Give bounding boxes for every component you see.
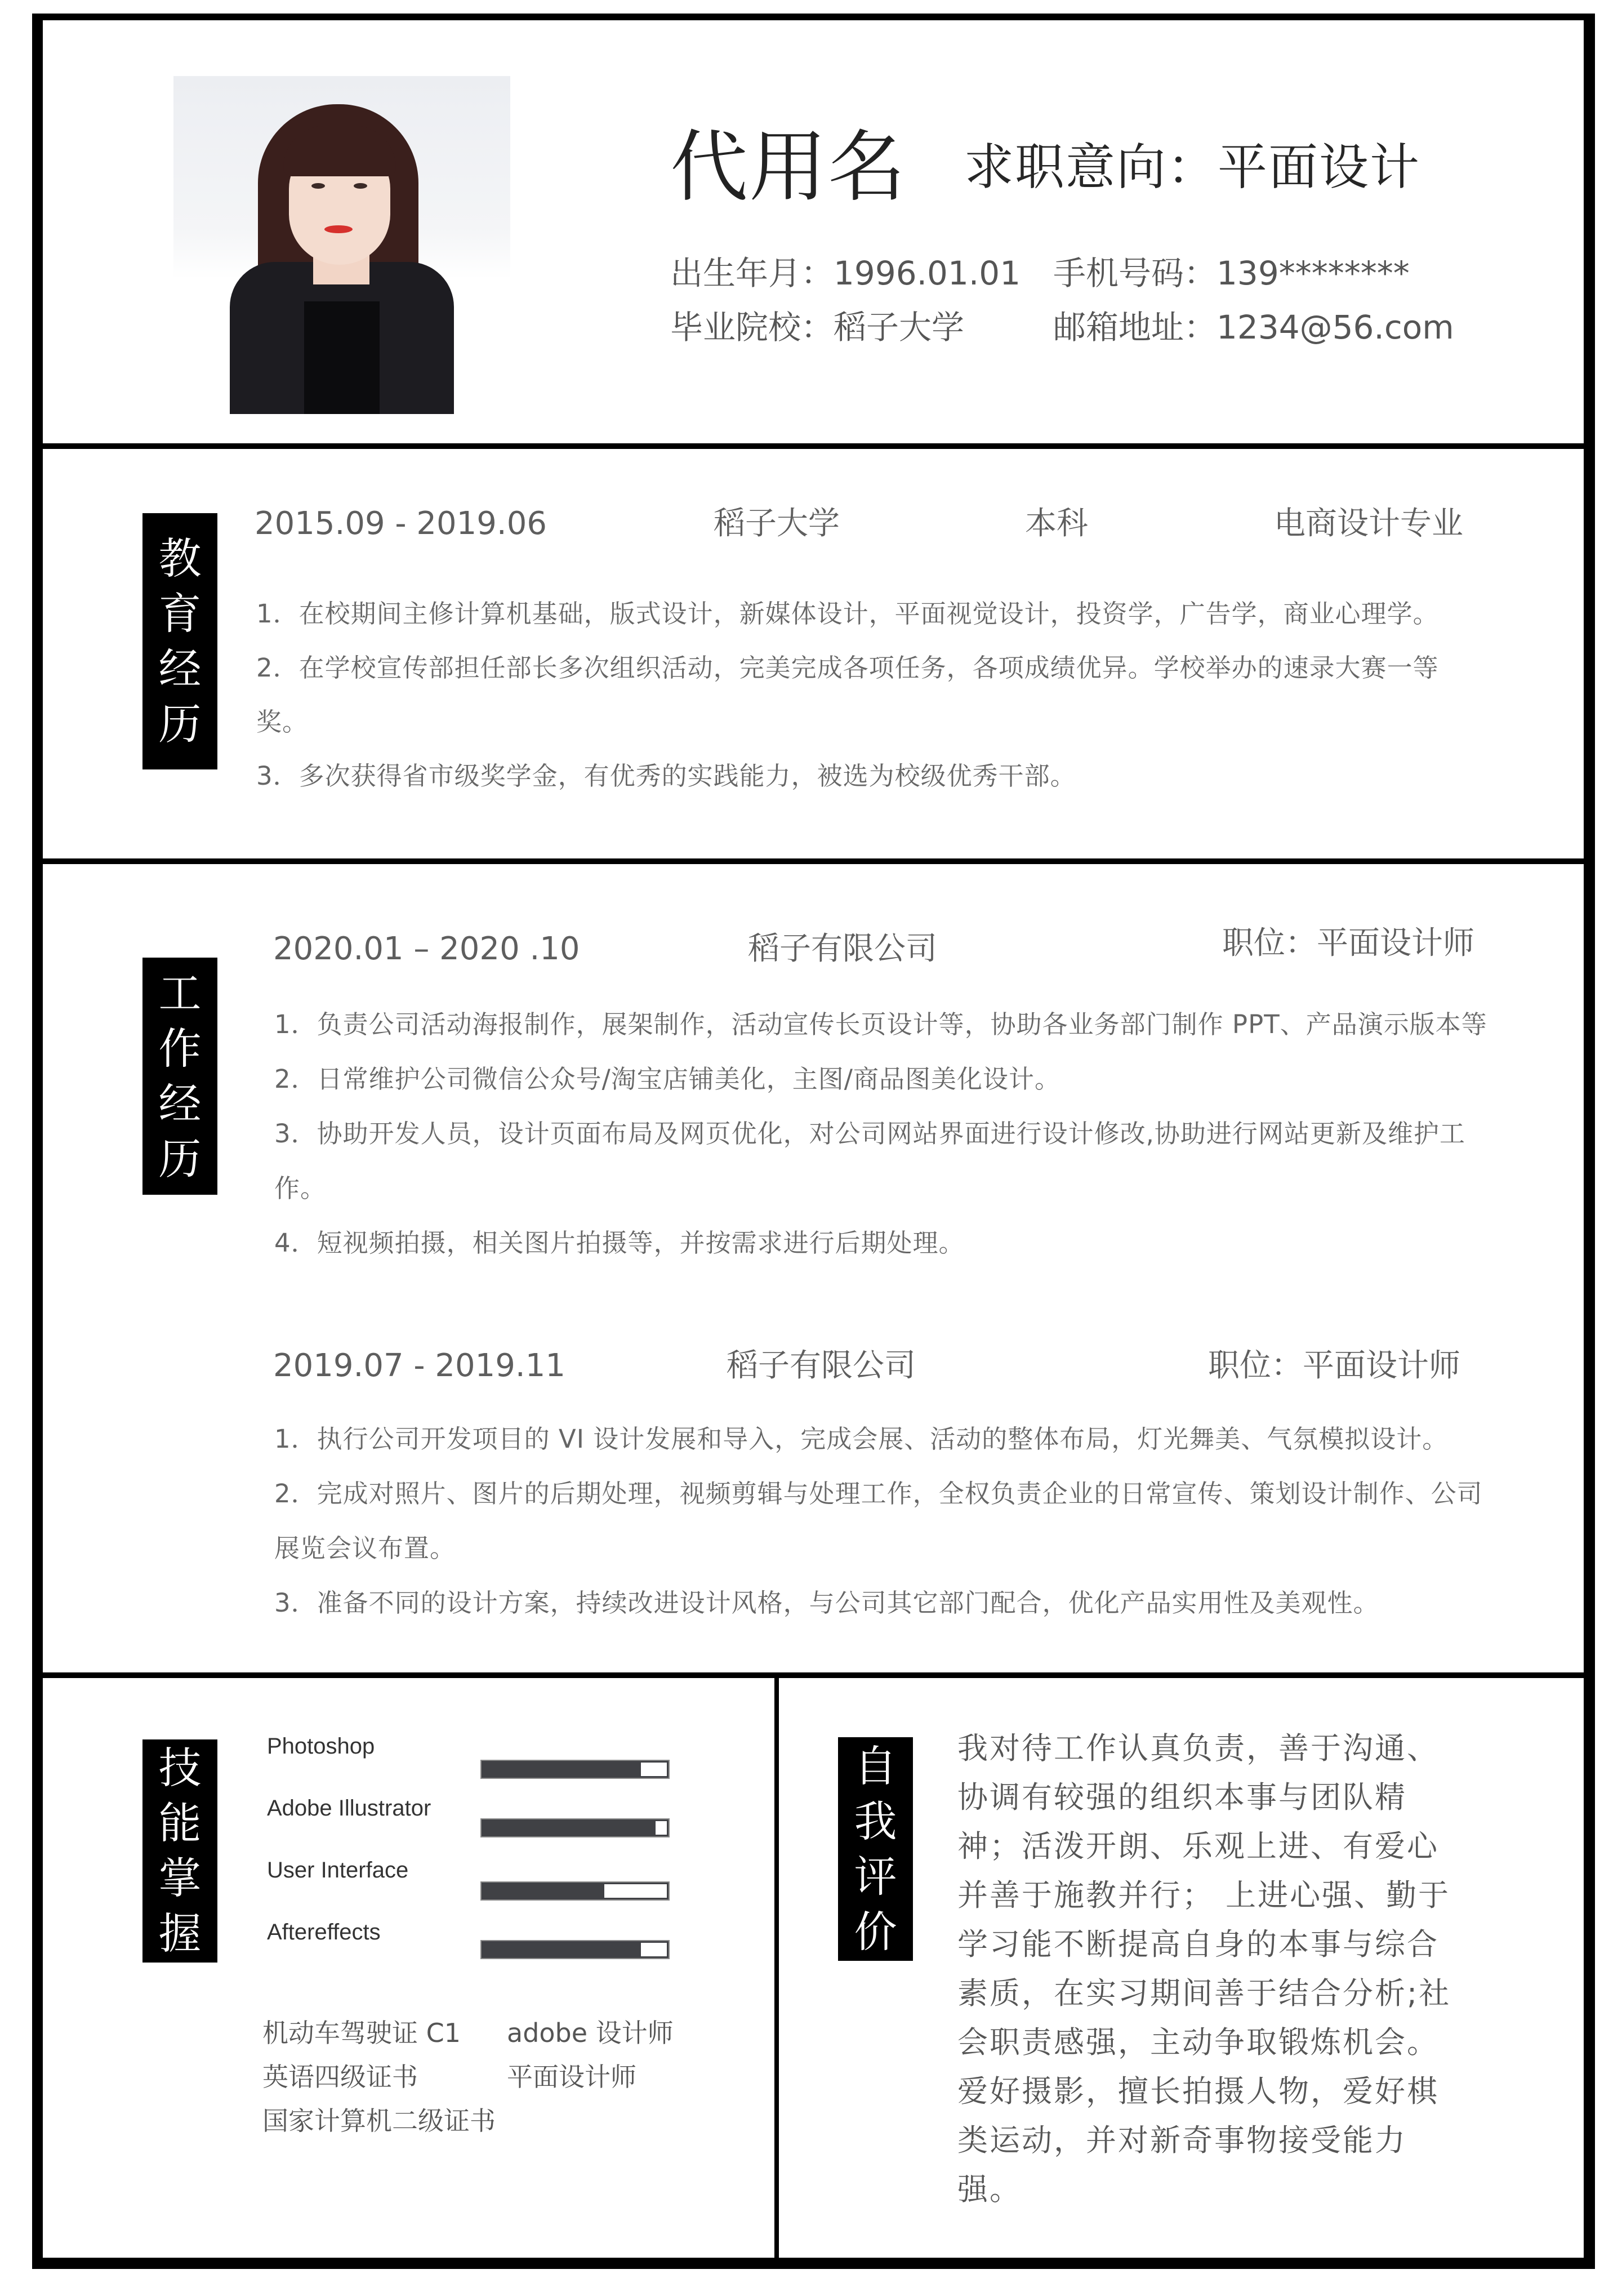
certificate-item: adobe 设计师 — [507, 2018, 674, 2048]
job1-item: 2．日常维护公司微信公众号/淘宝店铺美化，主图/商品图美化设计。 — [274, 1064, 1060, 1094]
birth-value: 1996.01.01 — [834, 254, 1021, 292]
label-char: 经 — [158, 643, 202, 694]
job-intention: 求职意向：平面设计 — [964, 138, 1421, 196]
job2-item: 2．完成对照片、图片的后期处理，视频剪辑与处理工作，全权负责企业的日常宣传、策划设计制作、公司展览会议布置。 — [274, 1479, 1483, 1563]
skill-bar-remaining — [656, 1821, 667, 1835]
birth-info — [670, 253, 1021, 293]
label-char: 自 — [854, 1741, 897, 1791]
education-degree: 本科 — [1025, 505, 1088, 542]
job2-company: 稻子有限公司 — [727, 1347, 916, 1384]
education-item: 1．在校期间主修计算机基础，版式设计，新媒体设计，平面视觉设计，投资学，广告学，商业心理学。 — [256, 599, 1439, 629]
job2-item: 3．准备不同的设计方案，持续改进设计风格，与公司其它部门配合，优化产品实用性及美观性。 — [274, 1588, 1379, 1618]
school-label: 毕业院校： — [670, 308, 834, 346]
job1-item: 1．负责公司活动海报制作，展架制作，活动宣传长页设计等，协助各业务部门制作 PPT、产品演示版本等 — [274, 1009, 1487, 1039]
skill-name-user-interface: User Interface — [267, 1858, 409, 1883]
skill-bar-aftereffects — [480, 1940, 670, 1959]
job2-details — [274, 1412, 1491, 1630]
label-char: 历 — [158, 698, 202, 749]
skill-name-photoshop: Photoshop — [267, 1734, 375, 1759]
divider-education — [43, 858, 1584, 864]
email-value: 1234@56.com — [1216, 308, 1454, 346]
label-char: 能 — [158, 1798, 202, 1848]
phone-info — [1053, 253, 1410, 293]
education-period: 2015.09 - 2019.06 — [255, 505, 547, 542]
label-char: 价 — [854, 1906, 897, 1957]
job2-period: 2019.07 - 2019.11 — [273, 1347, 565, 1384]
label-char: 教 — [158, 533, 202, 584]
photo-eye-right — [354, 183, 367, 189]
education-item: 3．多次获得省市级奖学金，有优秀的实践能力，被选为校级优秀干部。 — [256, 761, 1076, 791]
certificate-item: 平面设计师 — [507, 2062, 636, 2092]
skill-bar-illustrator — [480, 1818, 670, 1837]
divider-work — [43, 1672, 1584, 1678]
skill-name-aftereffects: Aftereffects — [267, 1920, 381, 1945]
skill-bar-photoshop — [480, 1760, 670, 1779]
education-major: 电商设计专业 — [1274, 505, 1463, 542]
job2-item: 1．执行公司开发项目的 VI 设计发展和导入，完成会展、活动的整体布局，灯光舞美、气氛模拟设计。 — [274, 1424, 1449, 1454]
certificate-item: 机动车驾驶证 C1 — [262, 2018, 461, 2048]
job1-period: 2020.01 – 2020 .10 — [273, 931, 580, 967]
label-char: 技 — [158, 1743, 202, 1793]
photo-lips — [324, 225, 353, 233]
education-section-label — [142, 513, 217, 769]
photo-eye-left — [311, 183, 325, 189]
profile-photo — [173, 76, 510, 414]
label-char: 经 — [158, 1078, 202, 1129]
label-char: 历 — [158, 1133, 202, 1184]
photo-shirt — [304, 301, 380, 414]
education-details — [256, 587, 1487, 803]
label-char: 工 — [158, 968, 202, 1018]
education-item: 2．在学校宣传部担任部长多次组织活动，完美完成各项任务，各项成绩优异。学校举办的速录大赛一等奖。 — [256, 653, 1439, 737]
work-section-label — [142, 958, 217, 1195]
candidate-name: 代用名 — [670, 122, 907, 212]
email-info — [1053, 308, 1454, 347]
certificate-item: 国家计算机二级证书 — [262, 2106, 496, 2136]
job1-position: 职位：平面设计师 — [1222, 925, 1474, 962]
job1-details — [274, 997, 1488, 1270]
school-value: 稻子大学 — [834, 308, 965, 346]
phone-value: 139******** — [1216, 254, 1410, 292]
label-char: 评 — [854, 1851, 897, 1902]
job1-company: 稻子有限公司 — [748, 931, 937, 967]
school-info — [670, 308, 964, 347]
skill-bar-remaining — [641, 1943, 667, 1956]
self-evaluation-text: 我对待工作认真负责，善于沟通、协调有较强的组织本事与团队精神；活泼开朗、乐观上进、有爱心并善于施教并行； 上进心强、勤于学习能不断提高自身的本事与综合素质，在实习期间善于结合分析;社会职责感强，主动争取锻炼机会。 爱好摄影，擅长拍摄人物，爱好棋类运动，并对新奇事物接受能力强。 — [957, 1730, 1451, 2207]
certificate-item: 英语四级证书 — [262, 2062, 418, 2092]
job1-item: 3．协助开发人员，设计页面布局及网页优化，对公司网站界面进行设计修改,协助进行网站更新及维护工作。 — [274, 1119, 1465, 1203]
birth-label: 出生年月： — [670, 254, 834, 292]
skill-bar-user-interface — [480, 1881, 670, 1901]
label-char: 掌 — [158, 1853, 202, 1903]
job1-item: 4．短视频拍摄，相关图片拍摄等，并按需求进行后期处理。 — [274, 1228, 965, 1258]
divider-bottom-columns — [774, 1676, 779, 2258]
education-school: 稻子大学 — [714, 505, 840, 542]
phone-label: 手机号码： — [1053, 254, 1217, 292]
skills-section-label — [142, 1739, 217, 1963]
label-char: 我 — [854, 1796, 897, 1846]
self-evaluation-section-label — [838, 1737, 913, 1961]
label-char: 握 — [158, 1908, 202, 1959]
skill-name-illustrator: Adobe Illustrator — [267, 1796, 431, 1821]
label-char: 作 — [158, 1023, 202, 1074]
skill-bar-remaining — [641, 1763, 667, 1776]
email-label: 邮箱地址： — [1053, 308, 1217, 346]
label-char: 育 — [158, 588, 202, 639]
divider-header — [43, 443, 1584, 449]
job2-position: 职位：平面设计师 — [1208, 1347, 1460, 1384]
skill-bar-remaining — [604, 1884, 667, 1898]
